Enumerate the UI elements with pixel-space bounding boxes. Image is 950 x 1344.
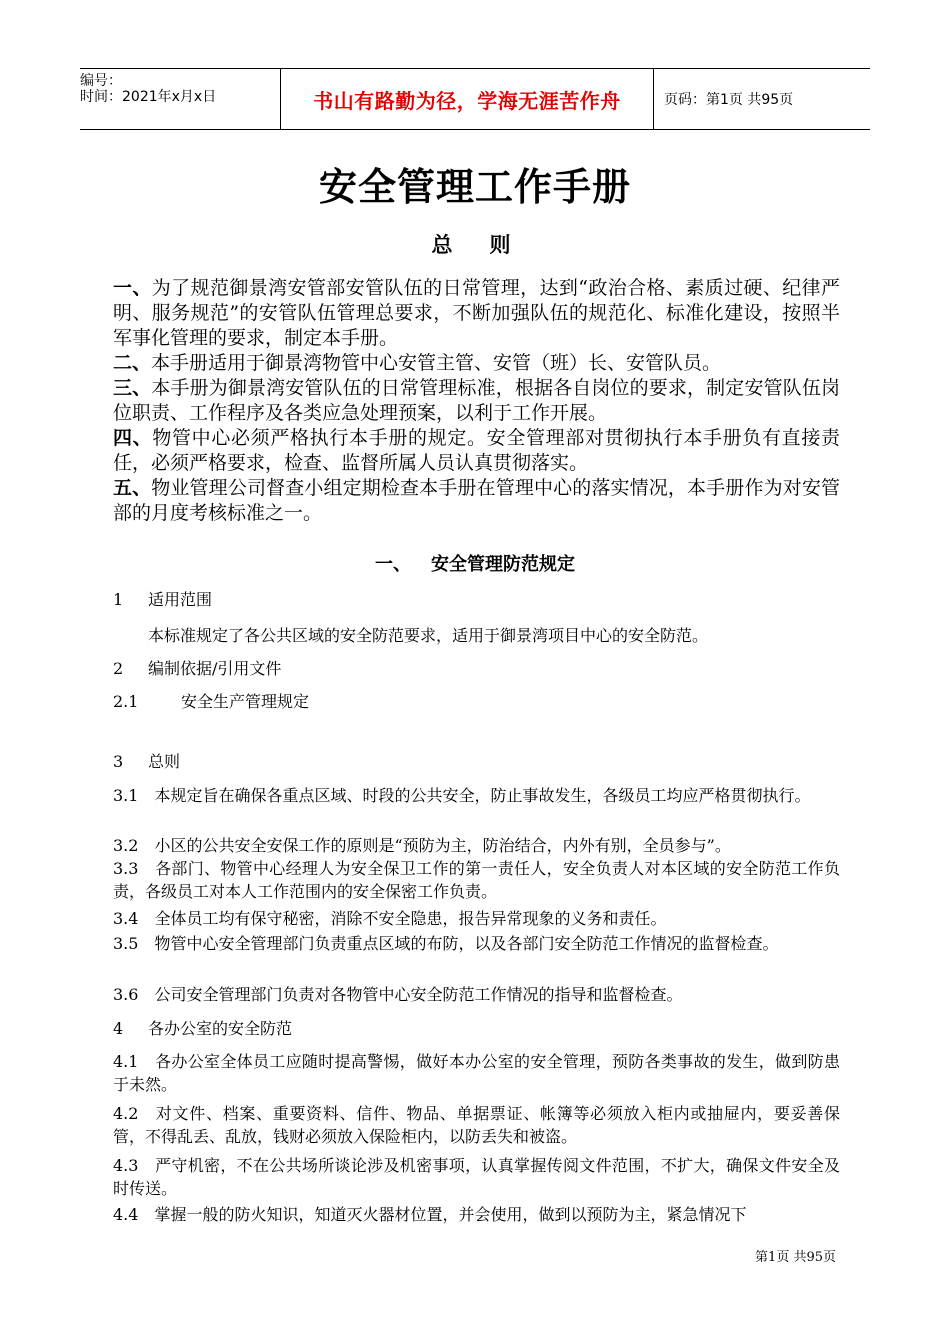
section-heading: 2 编制依据/引用文件	[113, 659, 282, 678]
general-item: 一、为了规范御景湾安管部安管队伍的日常管理，达到“政治合格、素质过硬、纪律严明、服务规范”的安管队伍管理总要求，不断加强队伍的规范化、标准化建设，按照半军事化管理的要求，制定本手册。	[113, 277, 840, 349]
page-header	[80, 68, 870, 130]
document-title: 安全管理工作手册	[318, 164, 631, 209]
clause: 3.2 小区的公共安全安保工作的原则是“预防为主，防治结合，内外有别，全员参与”。	[113, 836, 731, 855]
clause: 4.3 严守机密，不在公共场所谈论涉及机密事项，认真掌握传阅文件范围，不扩大，确保文件安全及时传送。	[113, 1156, 840, 1198]
clause: 4.2 对文件、档案、重要资料、信件、物品、单据票证、帐簿等必须放入柜内或抽屉内，要妥善保管，不得乱丢、乱放，钱财必须放入保险柜内，以防丢失和被盗。	[113, 1104, 840, 1146]
chapter-title: 安全管理防范规定	[431, 554, 575, 575]
clause: 4.1 各办公室全体员工应随时提高警惕，做好本办公室的安全管理，预防各类事故的发生，做到防患于未然。	[113, 1052, 840, 1094]
section-text: 本标准规定了各公共区域的安全防范要求，适用于御景湾项目中心的安全防范。	[148, 626, 709, 645]
clause: 4.4 掌握一般的防火知识，知道灭火器材位置，并会使用，做到以预防为主，紧急情况下	[113, 1205, 747, 1224]
clause: 3.1 本规定旨在确保各重点区域、时段的公共安全，防止事故发生，各级员工均应严格贯彻执行。	[113, 786, 811, 805]
header-page-info: 页码：第1页 共95页	[664, 92, 794, 108]
subsection-heading: 2.1 安全生产管理规定	[113, 692, 310, 711]
general-provisions	[113, 276, 840, 526]
clause: 3.3 各部门、物管中心经理人为安全保卫工作的第一责任人，安全负责人对本区域的安全防范工作负责，各级员工对本人工作范围内的安全保密工作负责。	[113, 859, 840, 901]
section-heading: 1 适用范围	[113, 590, 213, 609]
doc-number-label: 编号：	[80, 73, 122, 89]
header-motto: 书山有路勤为径，学海无涯苦作舟	[281, 69, 654, 129]
section-heading: 3 总则	[113, 752, 181, 771]
section-heading: 4 各办公室的安全防范	[113, 1019, 293, 1038]
page-footer: 第1页 共95页	[755, 1250, 836, 1265]
chapter-number: 一、	[375, 554, 411, 575]
general-item: 三、本手册为御景湾安管队伍的日常管理标准，根据各自岗位的要求，制定安管队伍岗位职责、工作程序及各类应急处理预案，以利于工作开展。	[113, 377, 840, 424]
general-item: 二、本手册适用于御景湾物管中心安管主管、安管（班）长、安管队员。	[113, 352, 722, 374]
doc-time-label: 时间：2021年x月x日	[80, 89, 217, 105]
clause: 3.6 公司安全管理部门负责对各物管中心安全防范工作情况的指导和监督检查。	[113, 985, 683, 1004]
clause: 3.4 全体员工均有保守秘密，消除不安全隐患，报告异常现象的义务和责任。	[113, 909, 667, 928]
general-item: 四、物管中心必须严格执行本手册的规定。安全管理部对贯彻执行本手册负有直接责任，必须严格要求，检查、监督所属人员认真贯彻落实。	[113, 427, 840, 474]
header-meta	[80, 69, 281, 129]
general-item: 五、物业管理公司督查小组定期检查本手册在管理中心的落实情况，本手册作为对安管部的月度考核标准之一。	[113, 477, 840, 524]
clause: 3.5 物管中心安全管理部门负责重点区域的布防，以及各部门安全防范工作情况的监督检查。	[113, 934, 779, 953]
chapter-heading	[0, 550, 950, 576]
general-heading: 总 则	[431, 233, 519, 257]
